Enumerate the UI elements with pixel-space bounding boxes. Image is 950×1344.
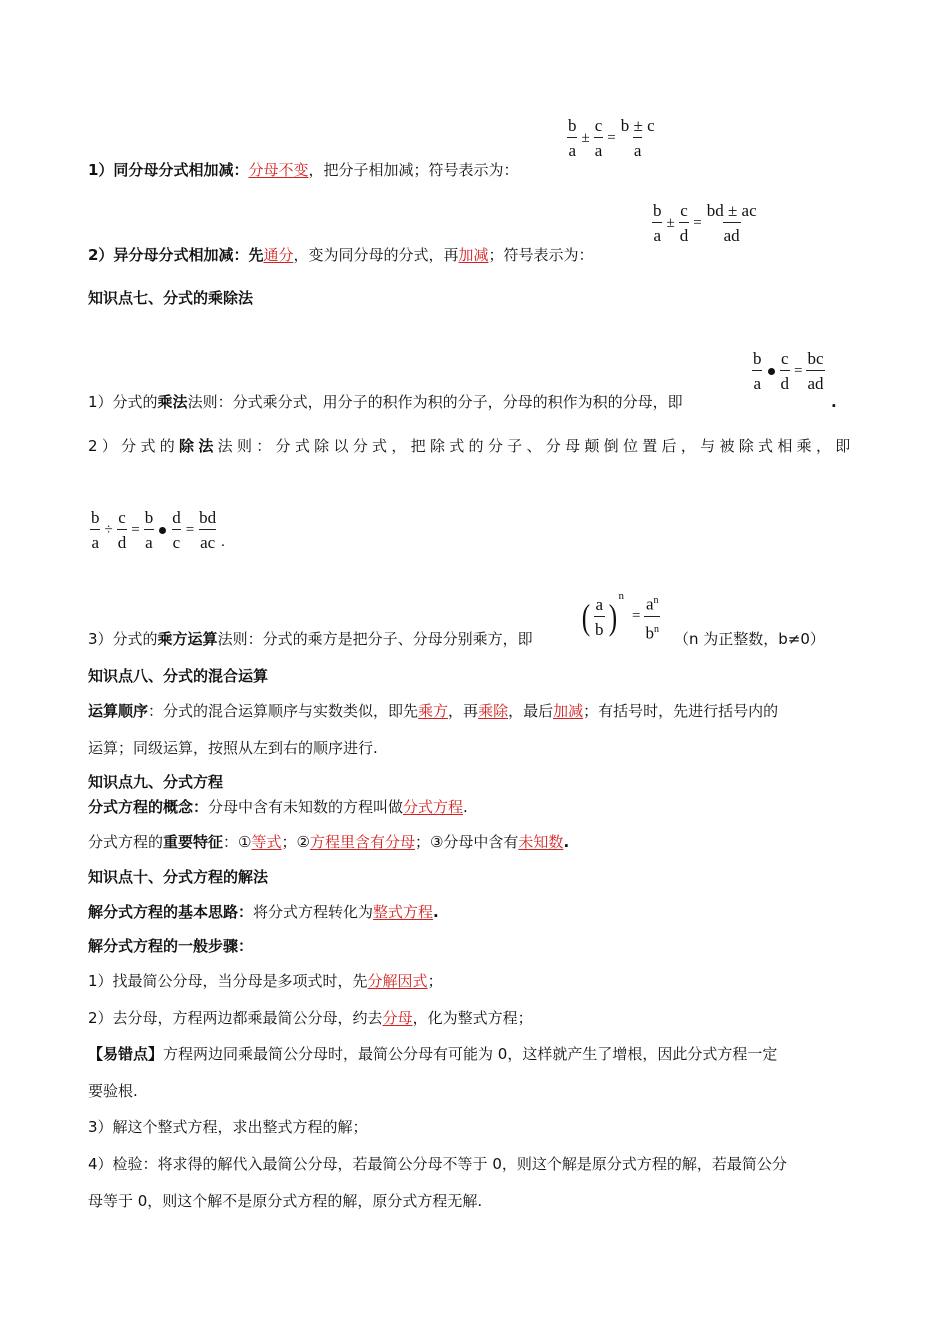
rule-same-denominator: 1）同分母分式相加减：分母不变，把分子相加减；符号表示为： [88, 161, 519, 179]
keyword-power: 乘方 [418, 702, 449, 720]
step-1: 1）找最简公分母，当分母是多项式时，先分解因式； [88, 972, 443, 990]
warning-line2: 要验根. [88, 1082, 138, 1100]
rule-multiplication: 1）分式的乘法法则：分式乘分式，用分子的积作为积的分子，分母的积作为积的分母，即 [88, 393, 683, 411]
keyword-denominator: 分母 [382, 1009, 413, 1027]
step-4: 4）检验：将求得的解代入最简公分母，若最简公分母不等于 0，则这个解是原分式方程的解，若最简公分 [88, 1155, 787, 1173]
keyword-unknown: 未知数 [518, 833, 564, 851]
formula-same-denominator: b a ± $\frac{c}{a}$ = $\frac{b \pm c}{a}$ [568, 116, 655, 160]
multiplication-end: . [831, 393, 837, 411]
keyword-denominator-unchanged: 分母不变 [248, 161, 309, 179]
formula-division: $\frac{b}{a}$ ÷ $\frac{c}{d}$ = $\frac{b}{a}$ $\frac{d}{c}$ = $\frac{bd}{ac}$ . [91, 508, 225, 552]
keyword-common-denominator: 通分 [263, 246, 294, 264]
operation-order-line2: 运算；同级运算，按照从左到右的顺序进行. [88, 739, 378, 757]
keyword-mul-div: 乘除 [478, 702, 509, 720]
formula-multiplication: b a $\frac{c}{d}$ = $\frac{bc}{ad}$ [753, 349, 824, 393]
rule-division: 2）分式的除法法则：分式除以分式，把除式的分子、分母颠倒位置后，与被除式相乘，即 [88, 437, 855, 455]
basic-idea: 解分式方程的基本思路：将分式方程转化为整式方程. [88, 903, 439, 921]
rule-power: 3）分式的乘方运算法则：分式的乘方是把分子、分母分别乘方，即 [88, 630, 533, 648]
section-title-8: 知识点八、分式的混合运算 [88, 667, 269, 685]
multiply-dot-icon [768, 368, 775, 375]
concept-fractional-equation: 分式方程的概念：分母中含有未知数的方程叫做分式方程. [88, 798, 468, 816]
formula-power: ( a b ) n = $\frac{a^n}{b^n}$ [581, 590, 659, 643]
power-condition-note: （n 为正整数，b≠0） [674, 630, 825, 648]
keyword-equation: 等式 [251, 833, 282, 851]
step-3: 3）解这个整式方程，求出整式方程的解； [88, 1118, 368, 1136]
operation-order: 运算顺序：分式的混合运算顺序与实数类似，即先乘方，再乘除，最后加减；有括号时，先进行括号内的 [88, 702, 779, 720]
keyword-add-sub: 加减 [553, 702, 584, 720]
formula-different-denominator: b a ± $\frac{c}{d}$ = $\frac{bd \pm ac}{ad}$ [653, 201, 757, 245]
multiply-dot-icon [159, 527, 166, 534]
steps-title: 解分式方程的一般步骤： [88, 937, 254, 955]
keyword-add-subtract: 加减 [458, 246, 489, 264]
keyword-factorize: 分解因式 [367, 972, 428, 990]
section-title-10: 知识点十、分式方程的解法 [88, 868, 269, 886]
rule-different-denominator: 2）异分母分式相加减：先通分，变为同分母的分式，再加减；符号表示为： [88, 246, 594, 264]
keyword-contains-denominator: 方程里含有分母 [309, 833, 415, 851]
keyword-polynomial-equation: 整式方程 [373, 903, 434, 921]
warning: 【易错点】方程两边同乘最简公分母时，最简公分母有可能为 0，这样就产生了增根，因此分式方程一定 [88, 1045, 778, 1063]
features-fractional-equation: 分式方程的重要特征：①等式；②方程里含有分母；③分母中含有未知数. [88, 833, 570, 851]
step-2: 2）去分母，方程两边都乘最简公分母，约去分母，化为整式方程； [88, 1009, 533, 1027]
section-title-9: 知识点九、分式方程 [88, 773, 224, 791]
step-4-line2: 母等于 0，则这个解不是原分式方程的解，原分式方程无解. [88, 1192, 483, 1210]
section-title-7: 知识点七、分式的乘除法 [88, 289, 254, 307]
keyword-fractional-equation: 分式方程 [403, 798, 464, 816]
